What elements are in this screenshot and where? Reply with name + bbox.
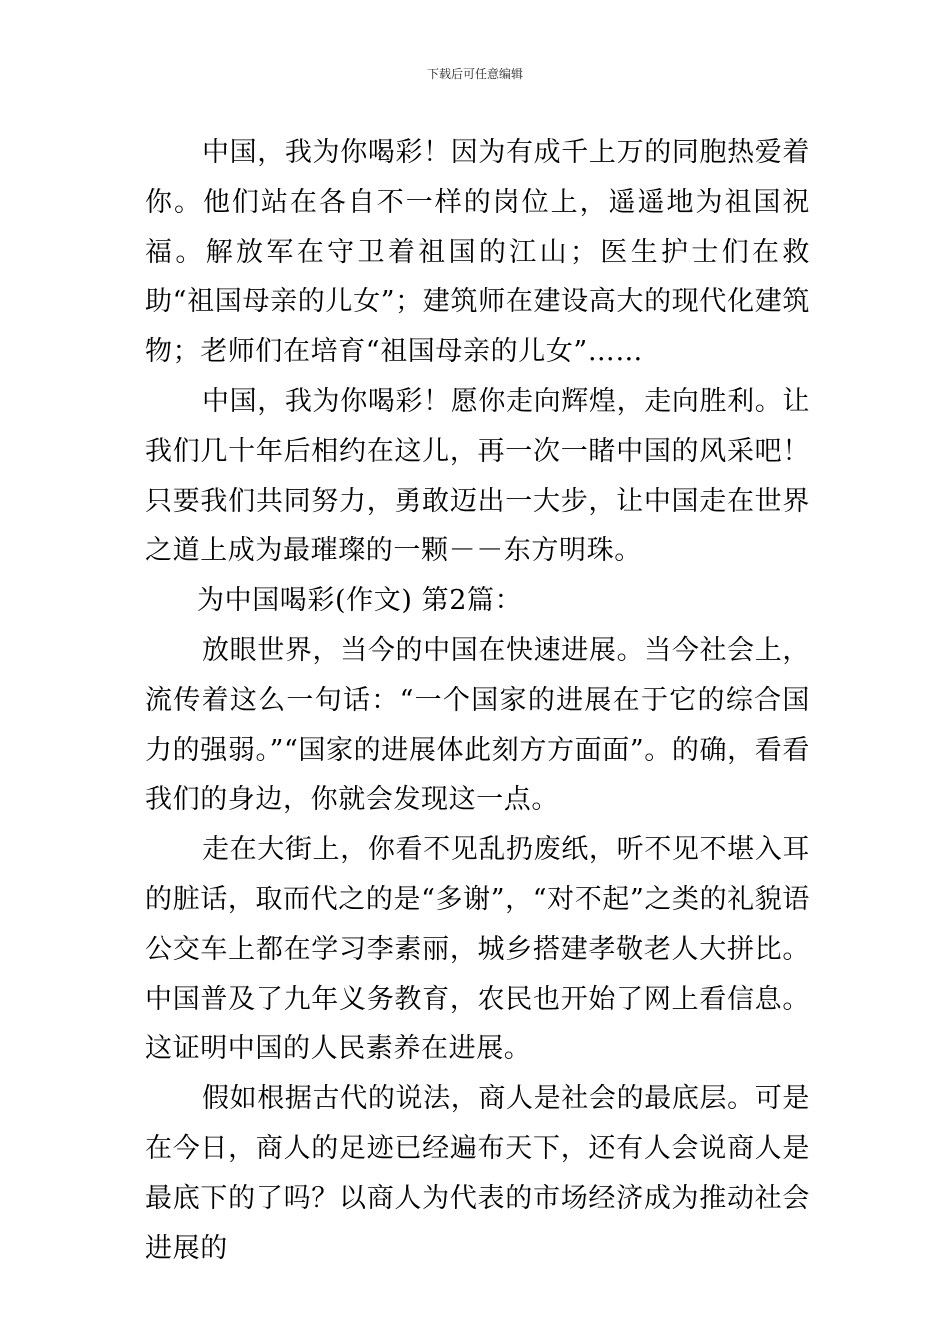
- section-heading: 为中国喝彩(作文) 第2篇：: [197, 585, 523, 617]
- paragraph: 放眼世界，当今的中国在快速进展。当今社会上，流传着这么一句话：“一个国家的进展在于它的综合国力的强弱。”“国家的进展体此刻方方面面”。的确，看看我们的身边，你就会发现这一点。: [145, 634, 810, 816]
- paragraph: 假如根据古代的说法，商人是社会的最底层。可是在今日，商人的足迹已经遍布天下，还有人会说商人是最底下的了吗？以商人为代表的市场经济成为推动社会进展的: [145, 1083, 810, 1264]
- article-body: [145, 128, 810, 1273]
- paragraph: 中国，我为你喝彩！愿你走向辉煌，走向胜利。让我们几十年后相约在这儿，再一次一睹中国的风采吧！只要我们共同努力，勇敢迈出一大步，让中国走在世界之道上成为最璀璨的一颗－－东方明珠。: [145, 385, 810, 567]
- paragraph: 中国，我为你喝彩！因为有成千上万的同胞热爱着你。他们站在各自不一样的岗位上，遥遥地为祖国祝福。解放军在守卫着祖国的江山；医生护士们在救助“祖国母亲的儿女”；建筑师在建设高大的现代化建筑物；老师们在培育“祖国母亲的儿女”……: [145, 137, 810, 368]
- paragraph: 走在大街上，你看不见乱扔废纸，听不见不堪入耳的脏话，取而代之的是“多谢”，“对不起”之类的礼貌语公交车上都在学习李素丽，城乡搭建孝敬老人大拼比。中国普及了九年义务教育，农民也开始了网上看信息。这证明中国的人民素养在进展。: [145, 834, 810, 1065]
- header-note: 下载后可任意编辑: [426, 67, 523, 81]
